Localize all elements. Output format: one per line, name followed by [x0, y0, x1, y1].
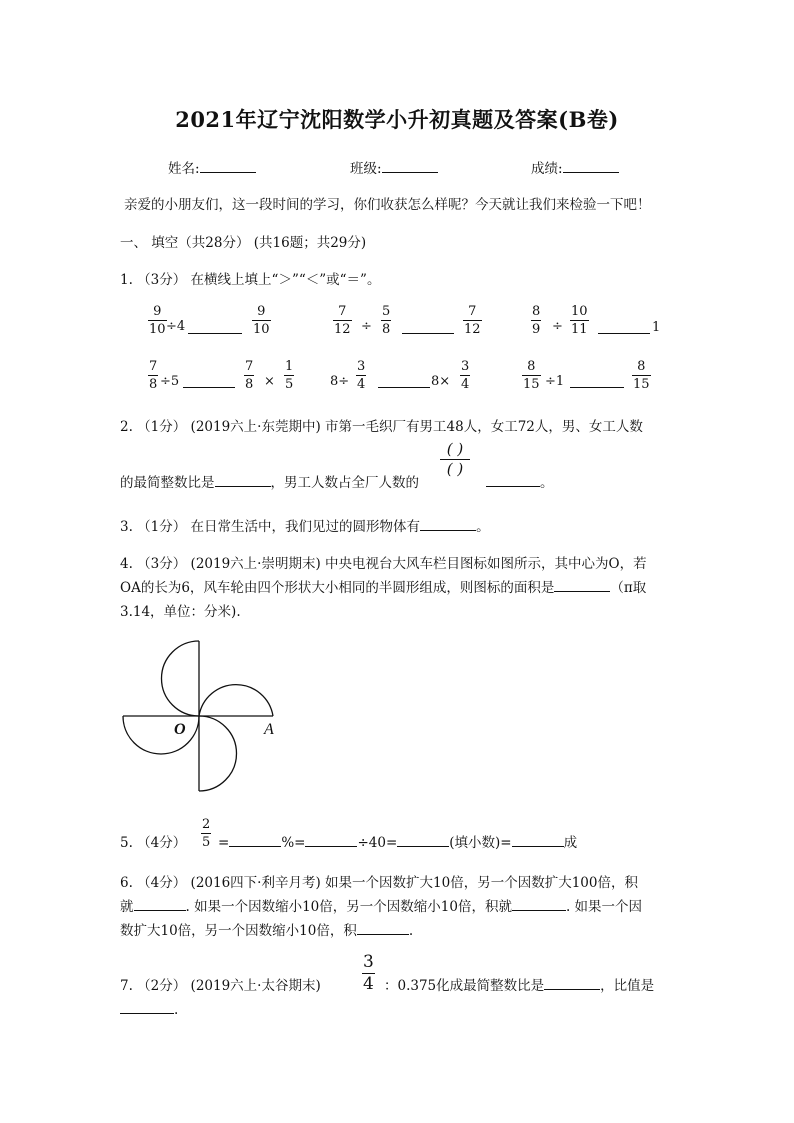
fraction: 9 10	[149, 304, 166, 337]
fraction: 2 5	[202, 817, 211, 850]
question-7-end: .	[120, 999, 178, 1018]
operator: 8×	[431, 374, 451, 389]
answer-blank[interactable]	[512, 896, 566, 911]
question-5-label: 5. （4分）	[120, 835, 187, 851]
question-3: 3. （1分） 在日常生活中，我们见过的圆形物体有 。	[120, 515, 490, 535]
fraction-placeholder: ( ) ( )	[440, 441, 470, 478]
question-2-line2: 的最简整数比是 ，男工人数占全厂人数的	[120, 471, 419, 491]
operator: ÷	[361, 319, 372, 334]
question-7-label: 7. （2分） (2019六上·太谷期末)	[120, 978, 321, 994]
answer-blank[interactable]	[215, 472, 271, 487]
answer-blank[interactable]	[554, 577, 610, 592]
fraction: 8 9	[532, 304, 541, 337]
fraction: 5 8	[382, 304, 391, 337]
score-field	[531, 157, 619, 177]
question-6-line1: 6. （4分） (2016四下·利辛月考) 如果一个因数扩大10倍，另一个因数扩大100倍，积	[120, 875, 638, 891]
question-7-body: ：0.375化成最简整数比是 ，比值是	[384, 974, 654, 994]
answer-blank[interactable]	[229, 832, 281, 847]
page-title: 2021年辽宁沈阳数学小升初真题及答案(B卷)	[175, 107, 619, 132]
fraction: 7 8	[149, 359, 158, 392]
question-4-line3: 3.14，单位：分米).	[120, 604, 241, 620]
question-2-end: 。	[486, 471, 554, 491]
operator: ×	[264, 374, 275, 389]
answer-blank[interactable]	[420, 516, 476, 531]
fraction: 10 11	[571, 304, 588, 337]
fraction: 8 15	[523, 359, 540, 392]
score-blank[interactable]	[563, 158, 619, 173]
score-label: 成绩:	[531, 161, 563, 177]
fraction: 3 4	[363, 952, 374, 994]
answer-blank[interactable]	[544, 975, 600, 990]
answer-blank[interactable]	[188, 333, 242, 334]
name-field	[168, 157, 256, 177]
question-1-stem: 1. （3分） 在横线上填上“＞”“＜”或“＝”。	[120, 272, 381, 288]
answer-blank[interactable]	[512, 832, 564, 847]
answer-blank[interactable]	[357, 920, 409, 935]
fraction: 7 12	[464, 304, 481, 337]
question-4-line2: OA的长为6，风车轮由四个形状大小相同的半圆形组成，则图标的面积是 （π取	[120, 576, 646, 596]
windmill-figure	[116, 634, 286, 794]
number: 1	[652, 320, 661, 335]
answer-blank[interactable]	[134, 896, 186, 911]
name-label: 姓名:	[168, 161, 200, 177]
answer-blank[interactable]	[486, 472, 540, 487]
fraction: 8 15	[633, 359, 650, 392]
section-heading: 一、 填空（共28分） (共16题；共29分)	[120, 235, 367, 251]
intro-text: 亲爱的小朋友们，这一段时间的学习，你们收获怎么样呢？今天就让我们来检验一下吧！	[124, 197, 651, 213]
answer-blank[interactable]	[598, 333, 650, 334]
fraction: 7 8	[245, 359, 254, 392]
class-field	[350, 157, 438, 177]
answer-blank[interactable]	[397, 832, 449, 847]
answer-blank[interactable]	[120, 999, 174, 1014]
answer-blank[interactable]	[570, 387, 624, 388]
fraction: 1 5	[285, 359, 294, 392]
answer-blank[interactable]	[305, 832, 357, 847]
question-5-body: = %= ÷40= (填小数)= 成	[218, 831, 577, 851]
answer-blank[interactable]	[378, 387, 430, 388]
question-6-line2: 就 . 如果一个因数缩小10倍，另一个因数缩小10倍，积就 . 如果一个因	[120, 895, 642, 915]
fraction: 9 10	[253, 304, 270, 337]
name-blank[interactable]	[200, 158, 256, 173]
question-2-line1: 2. （1分） (2019六上·东莞期中) 市第一毛织厂有男工48人，女工72人，男、女工人数	[120, 419, 643, 435]
operator: 8÷	[330, 374, 350, 389]
fraction: 3 4	[357, 359, 366, 392]
question-4-line1: 4. （3分） (2019六上·崇明期末) 中央电视台大风车栏目图标如图所示，其中心为O，若	[120, 556, 647, 572]
answer-blank[interactable]	[183, 387, 235, 388]
class-label: 班级:	[350, 161, 382, 177]
operator: ÷5	[160, 374, 180, 389]
label-o: O	[174, 721, 186, 738]
answer-blank[interactable]	[402, 333, 454, 334]
fraction: 7 12	[334, 304, 351, 337]
operator: ÷4	[166, 319, 186, 334]
question-6-line3: 数扩大10倍，另一个因数缩小10倍，积 .	[120, 919, 413, 939]
operator: ÷1	[545, 374, 565, 389]
class-blank[interactable]	[382, 158, 438, 173]
label-a: A	[264, 721, 274, 738]
fraction: 3 4	[461, 359, 470, 392]
operator: ÷	[552, 319, 563, 334]
